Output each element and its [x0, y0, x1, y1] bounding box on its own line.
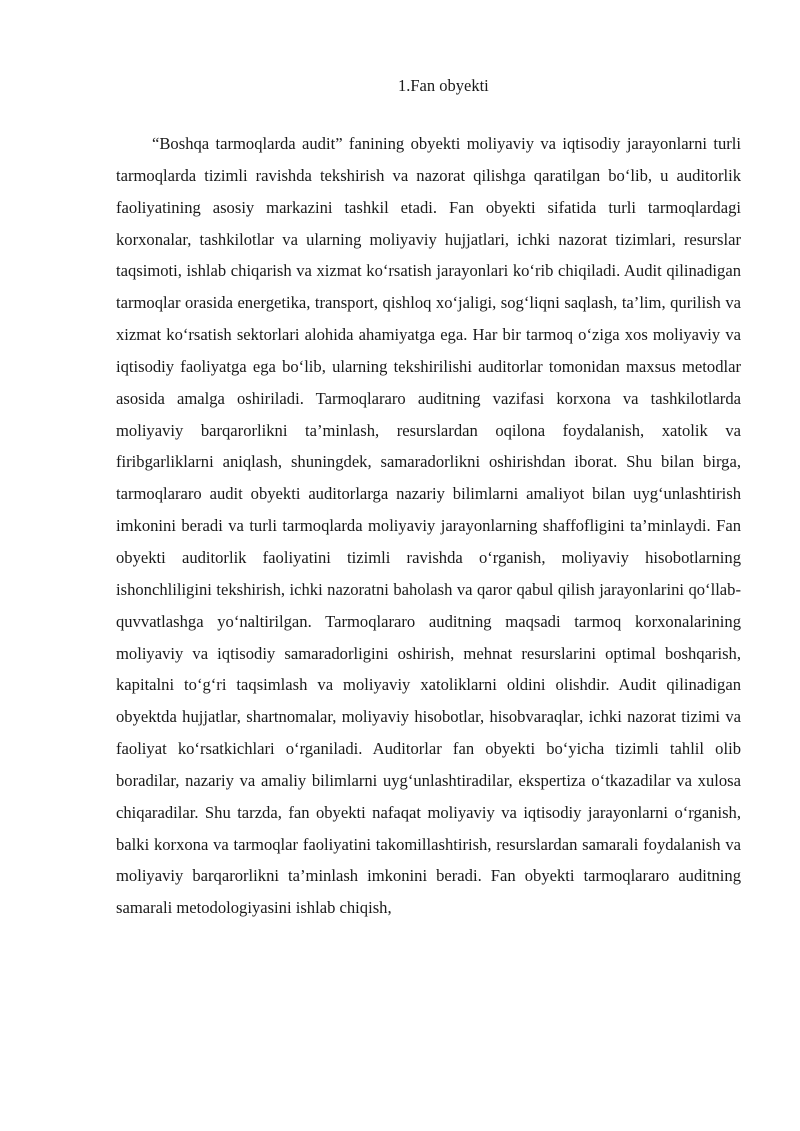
section-heading: 1.Fan obyekti	[398, 76, 489, 95]
body-paragraph: “Boshqa tarmoqlarda audit” fanining obyekti moliyaviy va iqtisodiy jarayonlarni turli tarmoqlarda tizimli ravishda tekshirish va nazorat qilishga qaratilgan bo‘lib, u auditorlik faoliyatining asosiy markazini tashkil etadi. Fan obyekti sifatida turli tarmoqlardagi korxonalar, tashkilotlar va ularning moliyaviy hujjatlari, ichki nazorat tizimlari, resurslar taqsimoti, ishlab chiqarish va xizmat ko‘rsatish jarayonlari ko‘rib chiqiladi. Audit qilinadigan tarmoqlar orasida energetika, transport, qishloq xo‘jaligi, sog‘liqni saqlash, ta’lim, qurilish va xizmat ko‘rsatish sektorlari alohida ahamiyatga ega. Har bir tarmoq o‘ziga xos moliyaviy va iqtisodiy faoliyatga ega bo‘lib, ularning tekshirilishi auditorlar tomonidan maxsus metodlar asosida amalga oshiriladi. Tarmoqlararo auditning vazifasi korxona va tashkilotlarda moliyaviy barqarorlikni ta’minlash, resurslardan oqilona foydalanish, xatolik va firibgarliklarni aniqlash, shuningdek, samaradorlikni oshirishdan iborat. Shu bilan birga, tarmoqlararo audit obyekti auditorlarga nazariy bilimlarni amaliyot bilan uyg‘unlashtirish imkonini beradi va turli tarmoqlarda moliyaviy jarayonlarning shaffofligini ta’minlaydi. Fan obyekti auditorlik faoliyatini tizimli ravishda o‘rganish, moliyaviy hisobotlarning ishonchliligini tekshirish, ichki nazoratni baholash va qaror qabul qilish jarayonlarini qo‘llab-quvvatlashga yo‘naltirilgan. Tarmoqlararo auditning maqsadi tarmoq korxonalarining moliyaviy va iqtisodiy samaradorligini oshirish, mehnat resurslarini optimal boshqarish, kapitalni to‘g‘ri taqsimlash va moliyaviy xatoliklarni oldini olishdir. Audit qilinadigan obyektda hujjatlar, shartnomalar, moliyaviy hisobotlar, hisobvaraqlar, ichki nazorat tizimi va faoliyat ko‘rsatkichlari o‘rganiladi. Auditorlar fan obyekti bo‘yicha tizimli tahlil olib boradilar, nazariy va amaliy bilimlarni uyg‘unlashtiradilar, ekspertiza o‘tkazadilar va xulosa chiqaradilar. Shu tarzda, fan obyekti nafaqat moliyaviy va iqtisodiy jarayonlarni o‘rganish, balki korxona va tarmoqlar faoliyatini takomillashtirish, resurslardan samarali foydalanish va moliyaviy barqarorlikni ta’minlash imkonini beradi. Fan obyekti tarmoqlararo auditning samarali metodologiyasini ishlab chiqish,	[116, 134, 741, 918]
